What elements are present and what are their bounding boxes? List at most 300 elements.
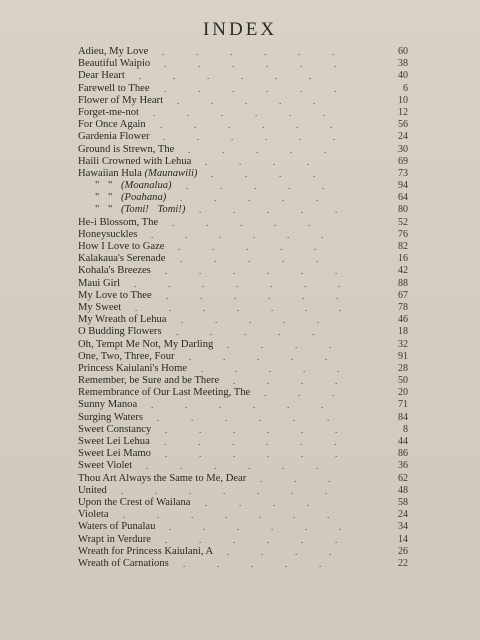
entry-title [78, 265, 151, 277]
entry-page-number: 30 [398, 143, 408, 155]
leader-dot: . [255, 107, 258, 118]
entry-page-number: 67 [398, 289, 408, 301]
entry-subtitle: (Poahana) [120, 192, 167, 204]
leader-dot: . [295, 546, 298, 557]
entry-title [78, 387, 250, 399]
leader-dot: . [232, 437, 235, 447]
leader-dot: . [291, 485, 294, 496]
leader-dot: . [231, 132, 234, 143]
leader-dot: . [273, 156, 276, 167]
entry-page-number: 34 [398, 521, 408, 533]
leader-dot: . [183, 558, 186, 569]
leader-dot: . [239, 156, 242, 167]
entry-page-number: 8 [403, 423, 408, 435]
entry-page-number: 6 [403, 82, 408, 94]
index-entry [78, 460, 408, 472]
entry-page-number: 24 [398, 131, 408, 143]
entry-title-text: Remembrance of Our Last Meeting, The [78, 387, 251, 399]
entry-title-text: Sweet Lei Lehua [78, 436, 150, 447]
leader-dot: . [309, 71, 312, 82]
index-entry [78, 95, 408, 107]
entry-title [78, 363, 187, 375]
leader-dot: . [211, 168, 214, 179]
leader-dot: . [253, 400, 256, 411]
leader-dot: . [155, 485, 158, 496]
entry-page-number: 10 [398, 94, 408, 106]
leader-dot: . [289, 107, 292, 118]
leader-dot: . [164, 59, 167, 70]
leader-dot: . [291, 351, 294, 362]
entry-page-number: 16 [398, 253, 408, 265]
leader-dot: . [267, 449, 270, 460]
leader-dot: . [267, 266, 270, 277]
index-entry [78, 192, 408, 204]
index-entry [78, 399, 408, 411]
leader-dot: . [317, 315, 320, 326]
leader-dot: . [199, 449, 202, 460]
entry-title [78, 58, 150, 70]
leader-dot: . [316, 461, 319, 472]
leader-dot: . [264, 47, 267, 57]
leader-dot: . [211, 95, 214, 106]
leader-dot: . [206, 217, 209, 228]
leader-dot: . [237, 522, 240, 533]
leader-dot: . [307, 497, 310, 508]
leader-dot: . [180, 193, 183, 204]
leader-dot: . [301, 205, 304, 216]
leader-dot: . [271, 302, 274, 313]
index-entry [78, 180, 408, 192]
leader-dot: . [301, 424, 304, 435]
leader-dot: . [230, 47, 233, 57]
entry-page-number: 26 [398, 545, 408, 557]
leader-dot: . [176, 327, 179, 338]
index-entry [78, 241, 408, 253]
leader-dot: . [322, 181, 325, 192]
leader-dot: . [304, 278, 307, 289]
leader-dot: . [333, 132, 336, 143]
leader-dot: . [219, 229, 222, 240]
entry-title-text: Thou Art Always the Same to Me, Dear [78, 472, 247, 484]
leader-dot: . [305, 302, 308, 313]
leader-dot: . [296, 120, 299, 131]
leader-dot: . [303, 363, 306, 374]
leader-dot: . [198, 437, 201, 447]
leader-dot: . [268, 290, 271, 301]
leader-dot: . [262, 120, 265, 131]
leader-dot: . [201, 363, 204, 374]
leader-dot: . [329, 339, 332, 350]
entry-page-number: 46 [398, 314, 408, 326]
index-entry [78, 424, 408, 436]
index-entry [78, 278, 408, 290]
leader-dot: . [236, 278, 239, 289]
index-entry [78, 436, 408, 448]
leader-dot: . [294, 473, 297, 484]
leader-dot: . [244, 327, 247, 338]
leader-dot: . [249, 315, 252, 326]
leader-dot: . [151, 229, 154, 240]
leader-dot: . [164, 83, 167, 94]
entry-title-text: Wreath of Carnations [78, 557, 169, 569]
entry-page-number: 71 [398, 399, 408, 411]
index-entry [78, 509, 408, 521]
leader-dot: . [245, 95, 248, 106]
entry-page-number: 94 [398, 180, 408, 192]
entry-page-number: 82 [398, 241, 408, 252]
leader-dot: . [300, 59, 303, 70]
leader-dot: . [240, 217, 243, 228]
leader-dot: . [233, 376, 236, 387]
entry-title [78, 46, 148, 58]
entry-title-text: Dear Heart [78, 70, 125, 82]
entry-title [78, 485, 107, 497]
leader-dot: . [199, 424, 202, 435]
leader-dot: . [215, 315, 218, 326]
entry-title [78, 448, 151, 460]
leader-dot: . [135, 302, 138, 313]
entry-title-text: Oh, Tempt Me Not, My Darling [78, 338, 214, 350]
leader-dot: . [194, 120, 197, 131]
entry-title-text: Waters of Punalau [78, 521, 156, 533]
entry-page-number: 50 [398, 375, 408, 387]
leader-dot: . [301, 376, 304, 387]
entry-title-text: Beautiful Waipio [78, 58, 151, 70]
leader-dot: . [339, 522, 342, 533]
entry-page-number: 86 [398, 448, 408, 460]
entry-title-text: He-i Blossom, The [78, 216, 159, 228]
leader-dot: . [253, 229, 256, 240]
leader-dot: . [261, 546, 264, 557]
entry-subtitle: (Maunawili) [144, 167, 198, 179]
entry-page-number: 56 [398, 119, 408, 131]
leader-dot: . [316, 254, 319, 265]
index-entry [78, 497, 408, 509]
leader-dot: . [335, 449, 338, 460]
leader-dot: . [287, 400, 290, 411]
leader-dot: . [214, 193, 217, 204]
leader-dot: . [191, 510, 194, 521]
leader-dot: . [166, 290, 169, 301]
leader-dot: . [285, 558, 288, 569]
entry-title-text: My Sweet [78, 301, 122, 313]
page-title: INDEX [202, 19, 278, 40]
index-entry [78, 265, 408, 277]
entry-title [78, 217, 158, 229]
leader-dot: . [123, 510, 126, 521]
leader-dot: . [293, 412, 296, 423]
index-entry [78, 253, 408, 265]
leader-dot: . [278, 327, 281, 338]
leader-dot: . [266, 83, 269, 94]
leader-dot: . [225, 510, 228, 521]
entry-title-text: Honeysuckles [78, 228, 138, 240]
leader-dot: . [222, 144, 225, 155]
index-entry [78, 229, 408, 241]
leader-dot: . [214, 461, 217, 472]
entry-title [78, 107, 139, 119]
leader-dot: . [259, 510, 262, 521]
entry-title-text: Kalakaua's Serenade [78, 253, 166, 265]
leader-dot: . [314, 242, 317, 252]
entry-page-number: 28 [398, 362, 408, 374]
leader-dot: . [163, 132, 166, 143]
index-entry [78, 546, 408, 558]
entry-title-text: O Budding Flowers [78, 326, 162, 338]
entry-title [78, 521, 155, 533]
index-entry [78, 290, 408, 302]
leader-dot: . [200, 290, 203, 301]
entry-title-text: Forget-me-not [78, 106, 140, 118]
leader-dot: . [233, 534, 236, 545]
entry-title [78, 229, 137, 241]
leader-dot: . [316, 193, 319, 204]
leader-dot: . [301, 449, 304, 460]
entry-title [78, 70, 125, 82]
entry-title-text: " " [95, 192, 113, 204]
leader-dot: . [233, 205, 236, 216]
leader-dot: . [241, 71, 244, 82]
entry-page-number: 24 [398, 509, 408, 521]
leader-dot: . [335, 376, 338, 387]
leader-dot: . [338, 278, 341, 289]
leader-dot: . [203, 302, 206, 313]
leader-dot: . [275, 71, 278, 82]
leader-dot: . [151, 400, 154, 411]
leader-dot: . [178, 242, 181, 252]
leader-dot: . [299, 132, 302, 143]
entry-title [78, 399, 137, 411]
index-entry [78, 168, 408, 180]
leader-dot: . [313, 168, 316, 179]
leader-dot: . [267, 424, 270, 435]
entry-title-text: For Once Again [78, 119, 146, 131]
leader-dot: . [335, 534, 338, 545]
leader-dot: . [266, 437, 269, 447]
leader-dot: . [227, 339, 230, 350]
entry-title-text: One, Two, Three, Four [78, 350, 175, 362]
leader-dot: . [319, 558, 322, 569]
entry-title-text: Remember, be Sure and be There [78, 375, 220, 387]
entry-title [78, 83, 150, 95]
entry-title-text: Gardenia Flower [78, 131, 150, 143]
leader-dot: . [298, 388, 301, 399]
leader-dot: . [327, 510, 330, 521]
leader-dot: . [332, 47, 335, 57]
leader-dot: . [279, 95, 282, 106]
entry-title [78, 473, 246, 485]
entry-page-number: 42 [398, 265, 408, 277]
leader-dot: . [288, 181, 291, 192]
leader-dot: . [239, 497, 242, 508]
leader-dot: . [199, 266, 202, 277]
leader-dot: . [293, 510, 296, 521]
leader-dot: . [302, 290, 305, 301]
entry-title-text: My Wreath of Lehua [78, 314, 167, 326]
leader-dot: . [327, 412, 330, 423]
leader-dot: . [165, 449, 168, 460]
leader-dot: . [225, 412, 228, 423]
leader-dot: . [259, 412, 262, 423]
leader-dot: . [298, 47, 301, 57]
index-entry [78, 448, 408, 460]
leader-dot: . [235, 363, 238, 374]
leader-dot: . [169, 302, 172, 313]
entry-page-number: 80 [398, 204, 408, 216]
entry-page-number: 32 [398, 338, 408, 350]
index-entry [78, 119, 408, 131]
leader-dot: . [330, 120, 333, 131]
leader-dot: . [233, 424, 236, 435]
entry-title [78, 156, 191, 168]
entry-title [78, 326, 162, 338]
index-entry [78, 70, 408, 82]
leader-dot: . [301, 534, 304, 545]
leader-dot: . [335, 424, 338, 435]
leader-dot: . [300, 437, 303, 447]
entry-title-text: My Love to Thee [78, 289, 152, 301]
entry-title-text: Surging Waters [78, 411, 143, 423]
entry-title-text: Wrapt in Verdure [78, 533, 151, 545]
leader-dot: . [269, 363, 272, 374]
entry-title [78, 546, 213, 558]
leader-dot: . [261, 339, 264, 350]
entry-title [78, 558, 169, 570]
leader-dot: . [266, 59, 269, 70]
leader-dot: . [264, 388, 267, 399]
entry-title [95, 204, 185, 216]
index-entry [78, 351, 408, 363]
leader-dot: . [196, 47, 199, 57]
leader-dot: . [165, 534, 168, 545]
entry-title [78, 351, 175, 363]
entry-page-number: 60 [398, 46, 408, 57]
leader-dot: . [334, 437, 337, 447]
leader-dot: . [232, 83, 235, 94]
leader-dot: . [220, 181, 223, 192]
leader-dot: . [217, 558, 220, 569]
leader-dot: . [189, 351, 192, 362]
leader-dot: . [134, 278, 137, 289]
entry-page-number: 12 [398, 106, 408, 118]
entry-page-number: 88 [398, 277, 408, 289]
leader-dot: . [246, 242, 249, 252]
leader-dot: . [181, 315, 184, 326]
leader-dot: . [267, 205, 270, 216]
entry-title [78, 253, 166, 265]
index-entry [78, 473, 408, 485]
index-entry [78, 217, 408, 229]
entry-page-number: 73 [398, 167, 408, 179]
leader-dot: . [328, 473, 331, 484]
leader-dot: . [157, 412, 160, 423]
entry-page-number: 14 [398, 533, 408, 545]
leader-dot: . [199, 205, 202, 216]
entry-title-text: Sweet Constancy [78, 423, 152, 435]
leader-dot: . [257, 351, 260, 362]
leader-dot: . [233, 449, 236, 460]
leader-dot: . [300, 83, 303, 94]
leader-dot: . [257, 485, 260, 496]
leader-dot: . [168, 278, 171, 289]
entry-page-number: 64 [398, 192, 408, 204]
leader-dot: . [245, 168, 248, 179]
entry-title [78, 375, 219, 387]
leader-dot: . [203, 522, 206, 533]
index-list [78, 46, 408, 570]
leader-dot: . [185, 229, 188, 240]
entry-title-text: Kohala's Breezes [78, 265, 151, 277]
index-entry [78, 387, 408, 399]
leader-dot: . [337, 363, 340, 374]
entry-title-text: Sunny Manoa [78, 399, 138, 411]
leader-dot: . [212, 242, 215, 252]
entry-title [78, 509, 109, 521]
entry-title [95, 192, 166, 204]
entry-title [78, 119, 146, 131]
leader-dot: . [228, 120, 231, 131]
entry-page-number: 52 [398, 216, 408, 228]
leader-dot: . [271, 522, 274, 533]
entry-title [78, 290, 152, 302]
entry-page-number: 18 [398, 326, 408, 338]
leader-dot: . [162, 47, 165, 57]
leader-dot: . [223, 485, 226, 496]
leader-dot: . [267, 376, 270, 387]
entry-title [78, 436, 150, 448]
entry-subtitle: (Moanalua) [120, 180, 172, 192]
leader-dot: . [282, 461, 285, 472]
index-entry [78, 412, 408, 424]
leader-dot: . [290, 144, 293, 155]
leader-dot: . [307, 156, 310, 167]
leader-dot: . [205, 497, 208, 508]
leader-dot: . [198, 59, 201, 70]
leader-dot: . [313, 95, 316, 106]
leader-dot: . [308, 217, 311, 228]
leader-dot: . [265, 132, 268, 143]
leader-dot: . [282, 254, 285, 265]
entry-page-number: 58 [398, 496, 408, 508]
entry-title [95, 180, 172, 192]
leader-dot: . [321, 400, 324, 411]
index-entry [78, 326, 408, 338]
index-entry [78, 485, 408, 497]
entry-title-text: Princess Kaiulani's Home [78, 362, 188, 374]
index-entry [78, 204, 408, 216]
entry-title [78, 497, 191, 509]
index-entry [78, 302, 408, 314]
leader-dot: . [139, 71, 142, 82]
leader-dot: . [219, 400, 222, 411]
leader-dot: . [189, 485, 192, 496]
leader-dot: . [295, 339, 298, 350]
leader-dot: . [188, 144, 191, 155]
leader-dot: . [334, 59, 337, 70]
leader-dot: . [207, 71, 210, 82]
leader-dot: . [160, 120, 163, 131]
leader-dot: . [172, 217, 175, 228]
leader-dot: . [251, 558, 254, 569]
leader-dot: . [282, 193, 285, 204]
entry-title-text: Maui Girl [78, 277, 121, 289]
leader-dot: . [169, 522, 172, 533]
leader-dot: . [164, 437, 167, 447]
index-entry [78, 46, 408, 58]
entry-subtitle: (Tomi! Tomi!) [120, 204, 186, 216]
leader-dot: . [232, 59, 235, 70]
leader-dot: . [256, 144, 259, 155]
